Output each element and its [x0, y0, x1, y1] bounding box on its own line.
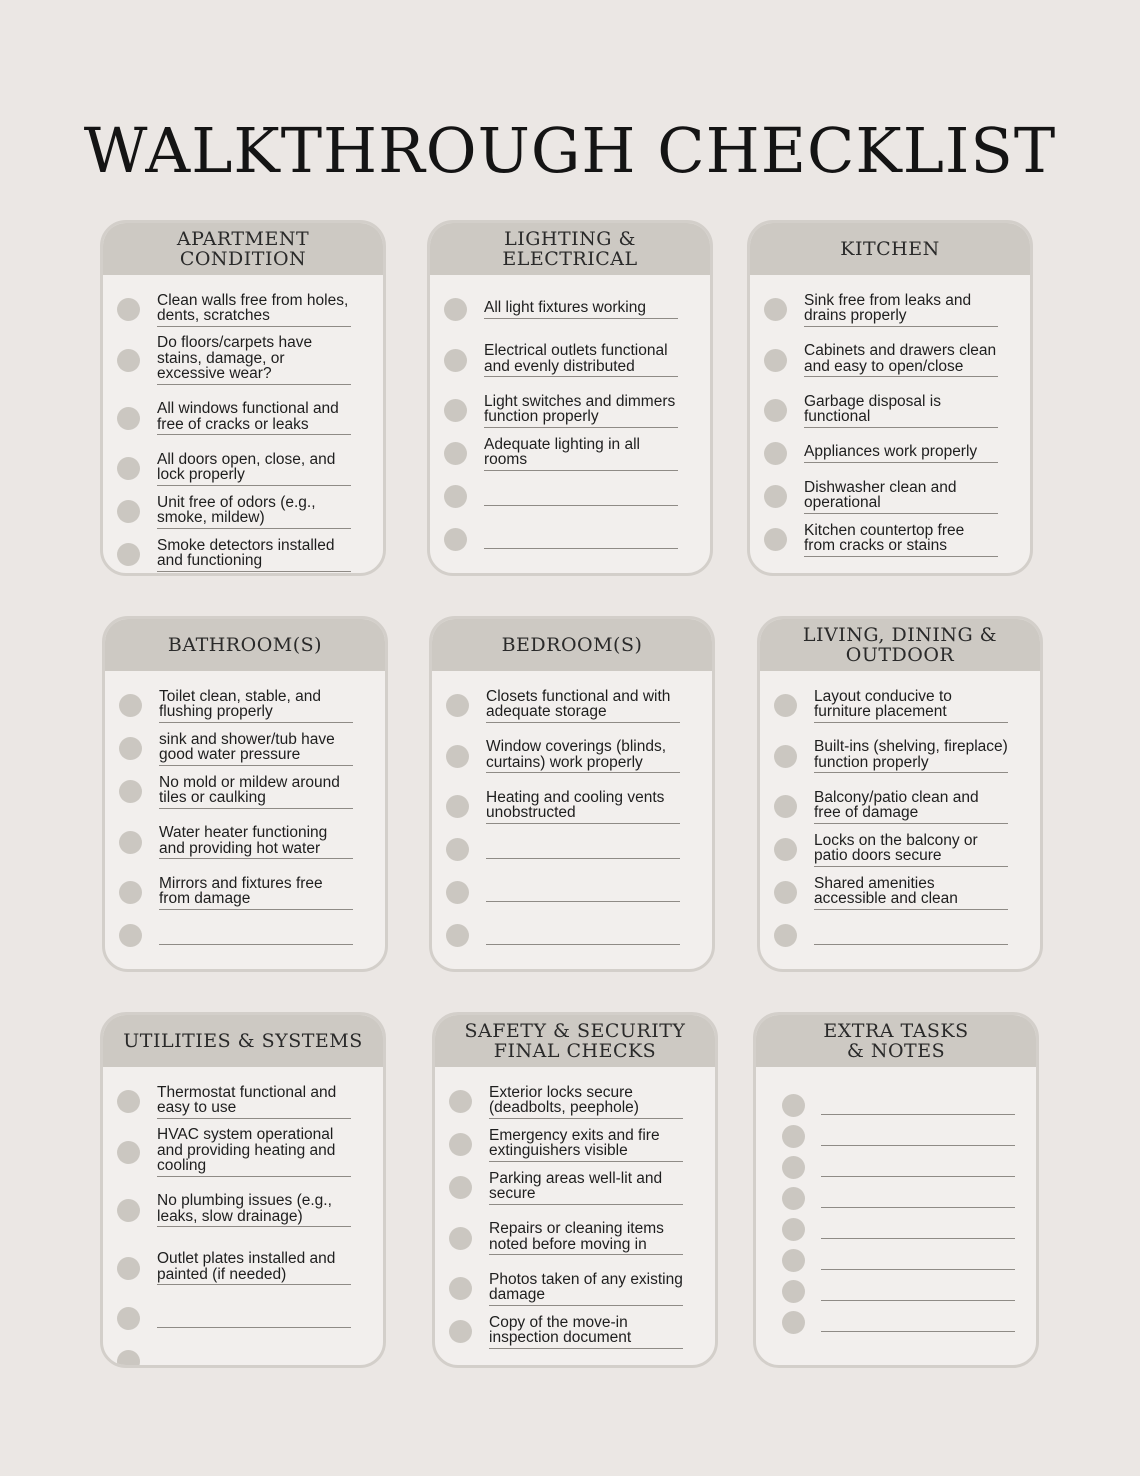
- checklist-item-text: Heating and cooling vents unobstructed: [486, 790, 680, 824]
- checklist-item-text: Clean walls free from holes, dents, scratches: [157, 293, 351, 327]
- checklist-item: [432, 831, 712, 868]
- checklist-item-text: Repairs or cleaning items noted before moving in: [489, 1221, 683, 1255]
- checklist-item-text: sink and shower/tub have good water pressure: [159, 732, 353, 766]
- checkbox-circle[interactable]: [117, 298, 140, 321]
- checklist-item-text: Photos taken of any existing damage: [489, 1272, 683, 1306]
- checkbox-circle[interactable]: [449, 1227, 472, 1250]
- checkbox-circle[interactable]: [449, 1176, 472, 1199]
- blank-line: [159, 926, 353, 945]
- checklist-items: [750, 275, 1030, 558]
- checklist-item-text: Electrical outlets functional and evenly distributed: [484, 343, 678, 377]
- checklist-item-text: Copy of the move-in inspection document: [489, 1315, 683, 1349]
- checklist-item: [750, 291, 1030, 328]
- checklist-card: [102, 616, 388, 972]
- checklist-card: [429, 616, 715, 972]
- checkbox-circle[interactable]: [444, 298, 467, 321]
- checkbox-circle[interactable]: [444, 399, 467, 422]
- checklist-item: [430, 521, 710, 558]
- checklist-item: [435, 1212, 715, 1264]
- checklist-card: [100, 220, 386, 576]
- checklist-item: [103, 1242, 383, 1294]
- checklist-item-text: Built-ins (shelving, fireplace) function properly: [814, 739, 1008, 773]
- checklist-item: [750, 392, 1030, 429]
- checkbox-circle[interactable]: [119, 694, 142, 717]
- checklist-item: [756, 1248, 1036, 1273]
- card-heading: EXTRA TASKS & NOTES: [756, 1015, 1036, 1067]
- checkbox-circle[interactable]: [444, 528, 467, 551]
- blank-line: [486, 840, 680, 859]
- blank-line: [821, 1127, 1015, 1146]
- checklist-item: [750, 478, 1030, 515]
- checkbox-circle[interactable]: [117, 543, 140, 566]
- card-heading: LIVING, DINING & OUTDOOR: [760, 619, 1040, 671]
- blank-line: [484, 487, 678, 506]
- checklist-item: [760, 687, 1040, 724]
- checkbox-circle[interactable]: [782, 1125, 805, 1148]
- checklist-item-text: All windows functional and free of cracks or leaks: [157, 401, 351, 435]
- checklist-item: [430, 291, 710, 328]
- blank-line: [484, 530, 678, 549]
- checklist-item-text: Cabinets and drawers clean and easy to open/close: [804, 343, 998, 377]
- checklist-item: [103, 392, 383, 444]
- checklist-item: [760, 788, 1040, 825]
- blank-line: [821, 1251, 1015, 1270]
- checklist-item-text: Do floors/carpets have stains, damage, or excessive wear?: [157, 335, 351, 385]
- checkbox-circle[interactable]: [446, 745, 469, 768]
- card-heading: BATHROOM(S): [105, 619, 385, 671]
- checkbox-circle[interactable]: [782, 1280, 805, 1303]
- checklist-item-text: Toilet clean, stable, and flushing properly: [159, 689, 353, 723]
- checkbox-circle[interactable]: [774, 795, 797, 818]
- checklist-item: [435, 1083, 715, 1120]
- checkbox-circle[interactable]: [446, 881, 469, 904]
- checklist-item: [750, 334, 1030, 386]
- checklist-card: [747, 220, 1033, 576]
- checklist-item-text: Outlet plates installed and painted (if needed): [157, 1251, 351, 1285]
- checklist-item-text: Window coverings (blinds, curtains) work properly: [486, 739, 680, 773]
- checklist-card: [753, 1012, 1039, 1368]
- checkbox-circle[interactable]: [774, 694, 797, 717]
- checkbox-circle[interactable]: [764, 298, 787, 321]
- checkbox-circle[interactable]: [117, 1307, 140, 1330]
- checkbox-circle[interactable]: [782, 1249, 805, 1272]
- checklist-item: [760, 730, 1040, 782]
- checklist-item: [756, 1155, 1036, 1180]
- checklist-item: [432, 874, 712, 911]
- checkbox-circle[interactable]: [117, 1090, 140, 1113]
- card-heading: SAFETY & SECURITY FINAL CHECKS: [435, 1015, 715, 1067]
- checkbox-circle[interactable]: [764, 442, 787, 465]
- checkbox-circle[interactable]: [449, 1277, 472, 1300]
- checklist-item: [103, 1126, 383, 1178]
- checkbox-circle[interactable]: [119, 881, 142, 904]
- checklist-item: [756, 1279, 1036, 1304]
- checklist-item-text: Garbage disposal is functional: [804, 394, 998, 428]
- checkbox-circle[interactable]: [764, 485, 787, 508]
- checklist-item: [432, 788, 712, 825]
- checklist-item: [435, 1313, 715, 1350]
- checkbox-circle[interactable]: [782, 1187, 805, 1210]
- checklist-item-text: Thermostat functional and easy to use: [157, 1085, 351, 1119]
- checkbox-circle[interactable]: [117, 349, 140, 372]
- checklist-card: [100, 1012, 386, 1368]
- checkbox-circle[interactable]: [782, 1156, 805, 1179]
- blank-line: [821, 1313, 1015, 1332]
- checklist-item: [105, 816, 385, 868]
- checklist-item: [435, 1126, 715, 1163]
- checkbox-circle[interactable]: [444, 349, 467, 372]
- checklist-card: [757, 616, 1043, 972]
- checklist-item: [103, 1083, 383, 1120]
- checkbox-circle[interactable]: [449, 1090, 472, 1113]
- card-heading: APARTMENT CONDITION: [103, 223, 383, 275]
- checklist-item: [432, 687, 712, 724]
- checklist-item: [105, 773, 385, 810]
- checklist-item: [760, 917, 1040, 954]
- checklist-items: [760, 671, 1040, 954]
- checklist-item: [756, 1093, 1036, 1118]
- checklist-item: [103, 291, 383, 328]
- checklist-item: [760, 874, 1040, 911]
- blank-line: [157, 1352, 351, 1368]
- checklist-item: [756, 1217, 1036, 1242]
- checkbox-circle[interactable]: [446, 838, 469, 861]
- checklist-item: [756, 1186, 1036, 1211]
- checklist-item-text: Exterior locks secure (deadbolts, peephole): [489, 1085, 683, 1119]
- checklist-item-text: Parking areas well-lit and secure: [489, 1171, 683, 1205]
- checklist-item-text: Appliances work properly: [804, 444, 998, 463]
- checkbox-circle[interactable]: [774, 745, 797, 768]
- checklist-item: [105, 730, 385, 767]
- checkbox-circle[interactable]: [446, 924, 469, 947]
- checkbox-circle[interactable]: [764, 528, 787, 551]
- checklist-item-text: Kitchen countertop free from cracks or stains: [804, 523, 998, 557]
- checkbox-circle[interactable]: [449, 1133, 472, 1156]
- checklist-item: [432, 917, 712, 954]
- checkbox-circle[interactable]: [117, 1350, 140, 1368]
- checklist-item: [760, 831, 1040, 868]
- checkbox-circle[interactable]: [782, 1094, 805, 1117]
- checklist-item-text: Smoke detectors installed and functioning: [157, 538, 351, 572]
- checkbox-circle[interactable]: [782, 1218, 805, 1241]
- checklist-card: [432, 1012, 718, 1368]
- checklist-item: [103, 1343, 383, 1368]
- checklist-items: [435, 1067, 715, 1350]
- checklist-item-text: All doors open, close, and lock properly: [157, 452, 351, 486]
- checkbox-circle[interactable]: [117, 1141, 140, 1164]
- checklist-item-text: Shared amenities accessible and clean: [814, 876, 1008, 910]
- checklist-item: [435, 1169, 715, 1206]
- checkbox-circle[interactable]: [444, 442, 467, 465]
- checklist-item-text: No plumbing issues (e.g., leaks, slow drainage): [157, 1193, 351, 1227]
- blank-line: [486, 883, 680, 902]
- checklist-item: [430, 478, 710, 515]
- checklist-item: [432, 730, 712, 782]
- checkbox-circle[interactable]: [774, 838, 797, 861]
- checklist-item: [750, 435, 1030, 472]
- checkbox-circle[interactable]: [117, 500, 140, 523]
- checkbox-circle[interactable]: [119, 737, 142, 760]
- checklist-item: [435, 1270, 715, 1307]
- checkbox-circle[interactable]: [117, 407, 140, 430]
- checklist-item-text: All light fixtures working: [484, 300, 678, 319]
- card-heading: UTILITIES & SYSTEMS: [103, 1015, 383, 1067]
- checklist-item-text: Layout conducive to furniture placement: [814, 689, 1008, 723]
- blank-line: [821, 1189, 1015, 1208]
- checklist-item: [103, 1184, 383, 1236]
- checklist-item-text: Emergency exits and fire extinguishers visible: [489, 1128, 683, 1162]
- checklist-item-text: Dishwasher clean and operational: [804, 480, 998, 514]
- checklist-item: [750, 521, 1030, 558]
- checkbox-circle[interactable]: [774, 924, 797, 947]
- blank-line: [821, 1158, 1015, 1177]
- checklist-item: [105, 917, 385, 954]
- checkbox-circle[interactable]: [117, 457, 140, 480]
- blank-line: [821, 1096, 1015, 1115]
- page-title: WALKTHROUGH CHECKLIST: [83, 113, 1057, 187]
- checklist-item-text: Closets functional and with adequate storage: [486, 689, 680, 723]
- checklist-items: [105, 671, 385, 954]
- checkbox-circle[interactable]: [446, 795, 469, 818]
- checklist-items: [432, 671, 712, 954]
- card-heading: LIGHTING & ELECTRICAL: [430, 223, 710, 275]
- checklist-item: [103, 334, 383, 386]
- checklist-item: [105, 687, 385, 724]
- checklist-item-text: Locks on the balcony or patio doors secure: [814, 833, 1008, 867]
- checkbox-circle[interactable]: [764, 399, 787, 422]
- checklist-item: [103, 536, 383, 573]
- checklist-items: [103, 275, 383, 573]
- checklist-item: [105, 874, 385, 911]
- checklist-items: [430, 275, 710, 558]
- checklist-item: [430, 392, 710, 429]
- checklist-item-text: No mold or mildew around tiles or caulking: [159, 775, 353, 809]
- checklist-item-text: Water heater functioning and providing hot water: [159, 825, 353, 859]
- checklist-item-text: Unit free of odors (e.g., smoke, mildew): [157, 495, 351, 529]
- checklist-item-text: HVAC system operational and providing heating and cooling: [157, 1127, 351, 1177]
- checklist-item: [430, 334, 710, 386]
- checklist-item-text: Adequate lighting in all rooms: [484, 437, 678, 471]
- checklist-item-text: Sink free from leaks and drains properly: [804, 293, 998, 327]
- checklist-items: [756, 1067, 1036, 1335]
- blank-line: [814, 926, 1008, 945]
- checkbox-circle[interactable]: [449, 1320, 472, 1343]
- checklist-item: [103, 493, 383, 530]
- checklist-card: [427, 220, 713, 576]
- checklist-items: [103, 1067, 383, 1368]
- checkbox-circle[interactable]: [444, 485, 467, 508]
- checkbox-circle[interactable]: [117, 1199, 140, 1222]
- checklist-item: [756, 1124, 1036, 1149]
- checklist-item-text: Light switches and dimmers function properly: [484, 394, 678, 428]
- blank-line: [157, 1309, 351, 1328]
- checkbox-circle[interactable]: [119, 831, 142, 854]
- checklist-item: [756, 1310, 1036, 1335]
- blank-line: [821, 1220, 1015, 1239]
- blank-line: [486, 926, 680, 945]
- checkbox-circle[interactable]: [119, 924, 142, 947]
- checklist-item: [103, 450, 383, 487]
- blank-line: [821, 1282, 1015, 1301]
- checkbox-circle[interactable]: [446, 694, 469, 717]
- checklist-item: [430, 435, 710, 472]
- checkbox-circle[interactable]: [117, 1257, 140, 1280]
- checkbox-circle[interactable]: [782, 1311, 805, 1334]
- checklist-item-text: Mirrors and fixtures free from damage: [159, 876, 353, 910]
- card-heading: KITCHEN: [750, 223, 1030, 275]
- checkbox-circle[interactable]: [774, 881, 797, 904]
- checkbox-circle[interactable]: [764, 349, 787, 372]
- checklist-item-text: Balcony/patio clean and free of damage: [814, 790, 1008, 824]
- checkbox-circle[interactable]: [119, 780, 142, 803]
- checklist-item: [103, 1300, 383, 1337]
- card-heading: BEDROOM(S): [432, 619, 712, 671]
